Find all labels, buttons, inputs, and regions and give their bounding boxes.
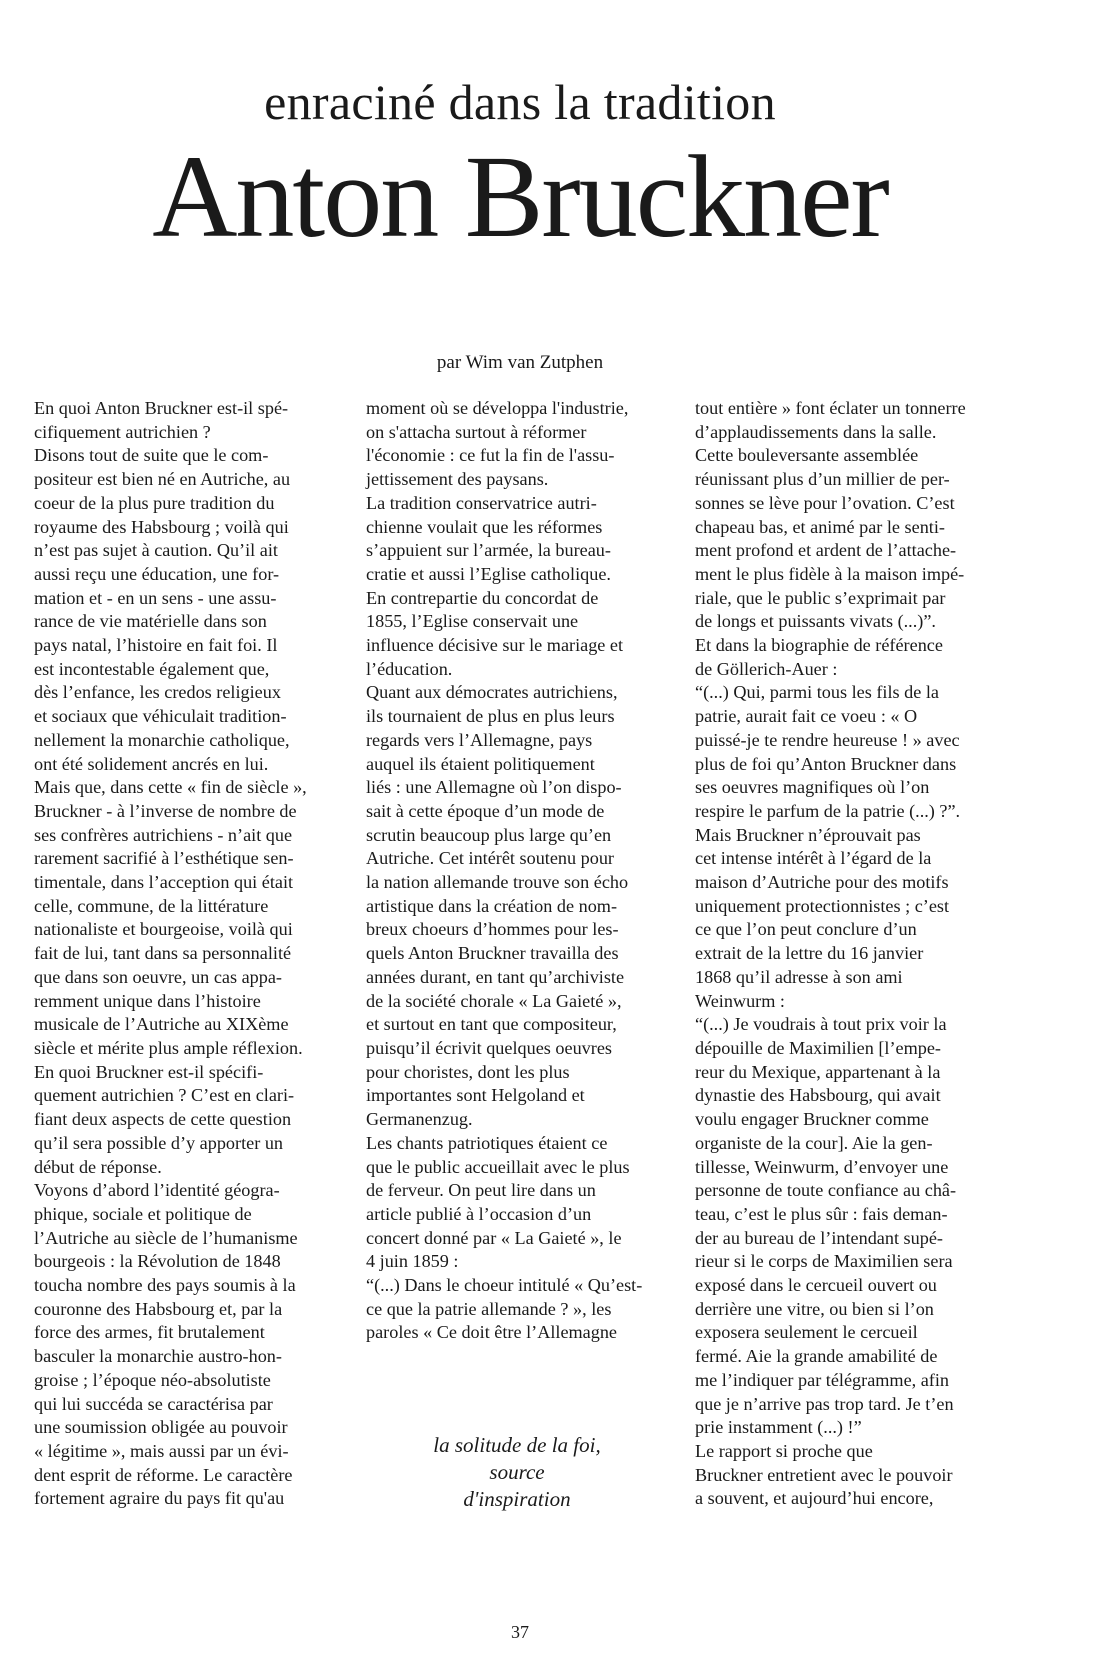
text-line: de longs et puissants vivats (...)”. (695, 611, 936, 632)
text-line: En quoi Anton Bruckner est-il spé- (34, 398, 289, 418)
text-line: ce que l’on peut conclure d’un (695, 919, 917, 940)
text-line: nationaliste et bourgeoise, voilà qui (34, 919, 293, 940)
text-line: “(...) Dans le choeur intitulé « Qu’est- (366, 1275, 643, 1296)
column-3 (695, 397, 1005, 1511)
text-line: riale, que le public s’exprimait par (695, 587, 946, 608)
text-line: fiant deux aspects de cette question (34, 1109, 292, 1130)
text-line: teau, c’est le plus sûr : fais deman- (695, 1203, 948, 1224)
text-line: qui lui succéda se caractérisa par (34, 1393, 273, 1414)
text-line: concert donné par « La Gaieté », le (366, 1227, 622, 1248)
text-line: phique, sociale et politique de (34, 1203, 252, 1224)
text-line: n’est pas sujet à caution. Qu’il ait (34, 540, 278, 561)
text-line: siècle et mérite plus ample réflexion. (34, 1037, 303, 1058)
text-line: dépouille de Maximilien [l’empe- (695, 1037, 941, 1058)
text-line: Et dans la biographie de référence (695, 635, 943, 656)
text-line: En contrepartie du concordat de (366, 587, 599, 608)
text-line: on s'attacha surtout à réformer (366, 421, 587, 442)
text-line: la nation allemande trouve son écho (366, 872, 629, 893)
text-line: exposé dans le cercueil ouvert ou (695, 1275, 937, 1296)
text-line: organiste de la cour]. Aie la gen- (695, 1132, 933, 1153)
text-line: me l’indiquer par télégramme, afin (695, 1369, 950, 1390)
text-line: coeur de la plus pure tradition du (34, 492, 275, 513)
text-line: Autriche. Cet intérêt soutenu pour (366, 848, 614, 869)
text-line: que je n’arrive pas trop tard. Je t’en (695, 1393, 954, 1414)
text-line: ses oeuvres magnifiques où l’on (695, 777, 930, 798)
pull-quote (392, 1432, 642, 1513)
text-line: La tradition conservatrice autri- (366, 492, 597, 513)
text-line: une soumission obligée au pouvoir (34, 1417, 288, 1438)
pull-quote-line: d'inspiration (463, 1487, 571, 1511)
text-line: couronne des Habsbourg et, par la (34, 1298, 283, 1319)
text-line: maison d’Autriche pour des motifs (695, 872, 949, 893)
column-1 (34, 397, 344, 1511)
text-line: Mais que, dans cette « fin de siècle », (34, 777, 307, 798)
text-line: pour choristes, dont les plus (366, 1061, 570, 1082)
text-line: voulu engager Bruckner comme (695, 1109, 929, 1130)
text-line: 4 juin 1859 : (366, 1251, 459, 1272)
text-line: derrière une vitre, ou bien si l’on (695, 1298, 934, 1319)
text-line: chapeau bas, et animé par le senti- (695, 516, 945, 537)
pull-quote-line: la solitude de la foi, (433, 1433, 601, 1457)
text-line: l’Autriche au siècle de l’humanisme (34, 1227, 298, 1248)
text-line: de ferveur. On peut lire dans un (366, 1180, 596, 1201)
text-line: cifiquement autrichien ? (34, 421, 211, 442)
text-line: cet intense intérêt à l’égard de la (695, 848, 932, 869)
text-line: ment profond et ardent de l’attache- (695, 540, 957, 561)
text-line: quement autrichien ? C’est en clari- (34, 1085, 295, 1106)
text-line: sonnes se lève pour l’ovation. C’est (695, 492, 955, 513)
text-line: Le rapport si proche que (695, 1440, 873, 1461)
text-line: patrie, aurait fait ce voeu : « O (695, 706, 918, 727)
article-subtitle: enraciné dans la tradition (264, 74, 776, 130)
text-line: dent esprit de réforme. Le caractère (34, 1464, 293, 1485)
text-line: der au bureau de l’intendant supé- (695, 1227, 943, 1248)
text-line: groise ; l’époque néo-absolutiste (34, 1369, 271, 1390)
text-line: Weinwurm : (695, 990, 785, 1011)
text-line: « légitime », mais aussi par un évi- (34, 1440, 289, 1461)
text-line: regards vers l’Allemagne, pays (366, 729, 593, 750)
text-line: fortement agraire du pays fit qu'au (34, 1488, 285, 1509)
text-line: et surtout en tant que compositeur, (366, 1014, 617, 1035)
text-line: artistique dans la création de nom- (366, 895, 618, 916)
text-line: ont été solidement ancrés en lui. (34, 753, 269, 774)
byline: par Wim van Zutphen (436, 352, 604, 373)
text-line: Mais Bruckner n’éprouvait pas (695, 824, 921, 845)
text-line: dès l’enfance, les credos religieux (34, 682, 281, 703)
text-line: est incontestable également que, (34, 658, 270, 679)
text-line: sait à cette époque d’un mode de (366, 800, 605, 821)
text-line: “(...) Qui, parmi tous les fils de la (695, 682, 939, 703)
text-line: extrait de la lettre du 16 janvier (695, 943, 924, 964)
text-line: nellement la monarchie catholique, (34, 729, 290, 750)
text-line: fait de lui, tant dans sa personnalité (34, 943, 292, 964)
text-line: influence décisive sur le mariage et (366, 635, 624, 656)
text-line: uniquement protectionnistes ; c’est (695, 895, 950, 916)
text-line: positeur est bien né en Autriche, au (34, 469, 291, 490)
page-number: 37 (511, 1622, 529, 1642)
text-line: scrutin beaucoup plus large qu’en (366, 824, 612, 845)
text-line: tillesse, Weinwurm, d’envoyer une (695, 1156, 949, 1177)
text-line: En quoi Bruckner est-il spécifi- (34, 1061, 264, 1082)
text-line: royaume des Habsbourg ; voilà qui (34, 516, 289, 537)
text-line: pays natal, l’histoire en fait foi. Il (34, 635, 278, 656)
text-line: celle, commune, de la littérature (34, 895, 269, 916)
text-line: que le public accueillait avec le plus (366, 1156, 630, 1177)
text-line: années durant, en tant qu’archiviste (366, 966, 625, 987)
text-line: qu’il sera possible d’y apporter un (34, 1132, 284, 1153)
text-line: Germanenzug. (366, 1109, 473, 1130)
text-line: mation et - en un sens - une assu- (34, 587, 277, 608)
text-line: début de réponse. (34, 1156, 162, 1177)
text-line: rarement sacrifié à l’esthétique sen- (34, 848, 294, 869)
text-line: force des armes, fit brutalement (34, 1322, 265, 1343)
text-line: ment le plus fidèle à la maison impé- (695, 563, 965, 584)
text-line: “(...) Je voudrais à tout prix voir la (695, 1014, 947, 1035)
text-line: 1855, l’Eglise conservait une (366, 611, 579, 632)
text-line: jettissement des paysans. (366, 469, 549, 490)
text-line: aussi reçu une éducation, une for- (34, 563, 280, 584)
text-line: rieur si le corps de Maximilien sera (695, 1251, 953, 1272)
text-line: 1868 qu’il adresse à son ami (695, 966, 903, 987)
text-line: que dans son oeuvre, un cas appa- (34, 966, 282, 987)
text-line: tout entière » font éclater un tonnerre (695, 398, 966, 418)
text-line: Cette bouleversante assemblée (695, 445, 919, 466)
text-line: réunissant plus d’un millier de per- (695, 469, 950, 490)
text-line: article publié à l’occasion d’un (366, 1203, 592, 1224)
article-title: Anton Bruckner (152, 131, 888, 262)
text-line: d’applaudissements dans la salle. (695, 421, 937, 442)
text-line: ils tournaient de plus en plus leurs (366, 706, 615, 727)
text-line: musicale de l’Autriche au XIXème (34, 1014, 289, 1035)
text-line: Voyons d’abord l’identité géogra- (34, 1180, 280, 1201)
text-line: Bruckner entretient avec le pouvoir (695, 1464, 953, 1485)
pull-quote-line: source (489, 1460, 545, 1484)
text-line: puissé-je te rendre heureuse ! » avec (695, 729, 960, 750)
text-line: exposera seulement le cercueil (695, 1322, 918, 1343)
text-line: remment unique dans l’histoire (34, 990, 261, 1011)
text-line: reur du Mexique, appartenant à la (695, 1061, 941, 1082)
text-line: l'économie : ce fut la fin de l'assu- (366, 445, 615, 466)
text-line: auquel ils étaient politiquement (366, 753, 595, 774)
text-line: breux choeurs d’hommes pour les- (366, 919, 619, 940)
text-line: liés : une Allemagne où l’on dispo- (366, 777, 622, 798)
text-line: Les chants patriotiques étaient ce (366, 1132, 608, 1153)
text-line: Bruckner - à l’inverse de nombre de (34, 800, 297, 821)
text-line: Disons tout de suite que le com- (34, 445, 269, 466)
text-line: dynastie des Habsbourg, qui avait (695, 1085, 941, 1106)
text-line: timentale, dans l’acception qui était (34, 872, 294, 893)
text-line: importantes sont Helgoland et (366, 1085, 585, 1106)
text-line: ce que la patrie allemande ? », les (366, 1298, 612, 1319)
text-line: toucha nombre des pays soumis à la (34, 1275, 296, 1296)
text-line: cratie et aussi l’Eglise catholique. (366, 563, 611, 584)
text-line: Quant aux démocrates autrichiens, (366, 682, 618, 703)
text-line: fermé. Aie la grande amabilité de (695, 1346, 938, 1367)
text-line: et sociaux que véhiculait tradition- (34, 706, 287, 727)
text-line: plus de foi qu’Anton Bruckner dans (695, 753, 957, 774)
text-line: chienne voulait que les réformes (366, 516, 603, 537)
text-line: respire le parfum de la patrie (...) ?”. (695, 800, 961, 821)
text-line: a souvent, et aujourd’hui encore, (695, 1488, 934, 1509)
text-line: prie instamment (...) !” (695, 1417, 862, 1438)
text-line: basculer la monarchie austro-hon- (34, 1346, 282, 1367)
text-line: moment où se développa l'industrie, (366, 398, 629, 418)
text-line: rance de vie matérielle dans son (34, 611, 267, 632)
text-line: ses confrères autrichiens - n’ait que (34, 824, 293, 845)
text-line: s’appuient sur l’armée, la bureau- (366, 540, 611, 561)
text-line: quels Anton Bruckner travailla des (366, 943, 619, 964)
text-line: puisqu’il écrivit quelques oeuvres (366, 1037, 612, 1058)
text-line: personne de toute confiance au châ- (695, 1180, 957, 1201)
text-line: de la société chorale « La Gaieté », (366, 990, 622, 1011)
text-line: de Göllerich-Auer : (695, 658, 838, 679)
text-line: l’éducation. (366, 658, 453, 679)
text-line: bourgeois : la Révolution de 1848 (34, 1251, 281, 1272)
column-2 (366, 397, 666, 1345)
text-line: paroles « Ce doit être l’Allemagne (366, 1322, 618, 1343)
